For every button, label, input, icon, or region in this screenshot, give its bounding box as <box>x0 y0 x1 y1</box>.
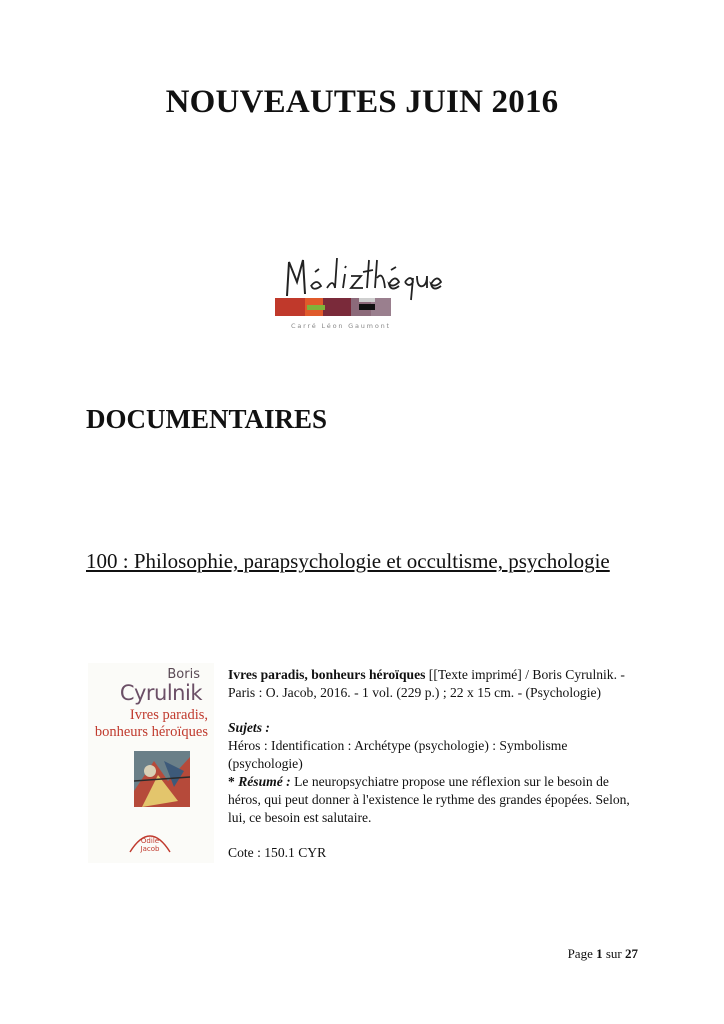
publisher-mark <box>128 826 172 854</box>
summary-text: Le neuropsychiatre propose une réflexion sur le besoin de héros, qui peut donner à l'existence le rythme des grandes épopées. Selon, lui, ce besoin est salutaire. <box>228 774 630 825</box>
book-entry <box>228 666 640 862</box>
cover-title-line1: Ivres paradis, <box>129 707 208 723</box>
book-cover <box>88 663 214 863</box>
cover-title-line2: bonheurs héroïques <box>94 724 208 740</box>
cover-author-last: Cyrulnik <box>119 681 202 705</box>
mediatheque-logo <box>275 248 445 334</box>
book-cote: Cote : 150.1 CYR <box>228 845 327 860</box>
book-title: Ivres paradis, bonheurs héroïques <box>228 667 426 682</box>
subjects-text: Héros : Identification : Archétype (psychologie) : Symbolisme (psychologie) <box>228 738 568 771</box>
page-number: 1 <box>596 946 603 961</box>
book-summary <box>228 773 640 827</box>
subsection-title: 100 : Philosophie, parapsychologie et occultisme, psychologie <box>86 549 610 573</box>
svg-text:Jacob: Jacob <box>140 845 160 853</box>
book-notice <box>228 666 640 702</box>
page-title: NOUVEAUTES JUIN 2016 <box>165 84 559 120</box>
book-bibliographic-notice: [[Texte imprimé] / Boris Cyrulnik. - Paris : O. Jacob, 2016. - 1 vol. (229 p.) ; 22 x 15 cm. - (Psychologie) <box>228 667 625 700</box>
page-label: Page <box>567 946 597 961</box>
section-title: DOCUMENTAIRES <box>86 404 328 434</box>
logo-subtitle: Carré Léon Gaumont <box>291 322 391 330</box>
page-sep: sur <box>602 946 625 961</box>
cover-title <box>88 707 208 741</box>
summary-label: Résumé : <box>238 774 291 789</box>
cover-artwork <box>134 751 190 807</box>
svg-text:Odile: Odile <box>140 837 160 845</box>
page-footer <box>568 946 638 962</box>
summary-star: * <box>228 774 239 789</box>
page-total: 27 <box>625 946 638 961</box>
subjects-label: Sujets : <box>228 720 270 735</box>
cover-author-first: Boris <box>167 667 200 682</box>
